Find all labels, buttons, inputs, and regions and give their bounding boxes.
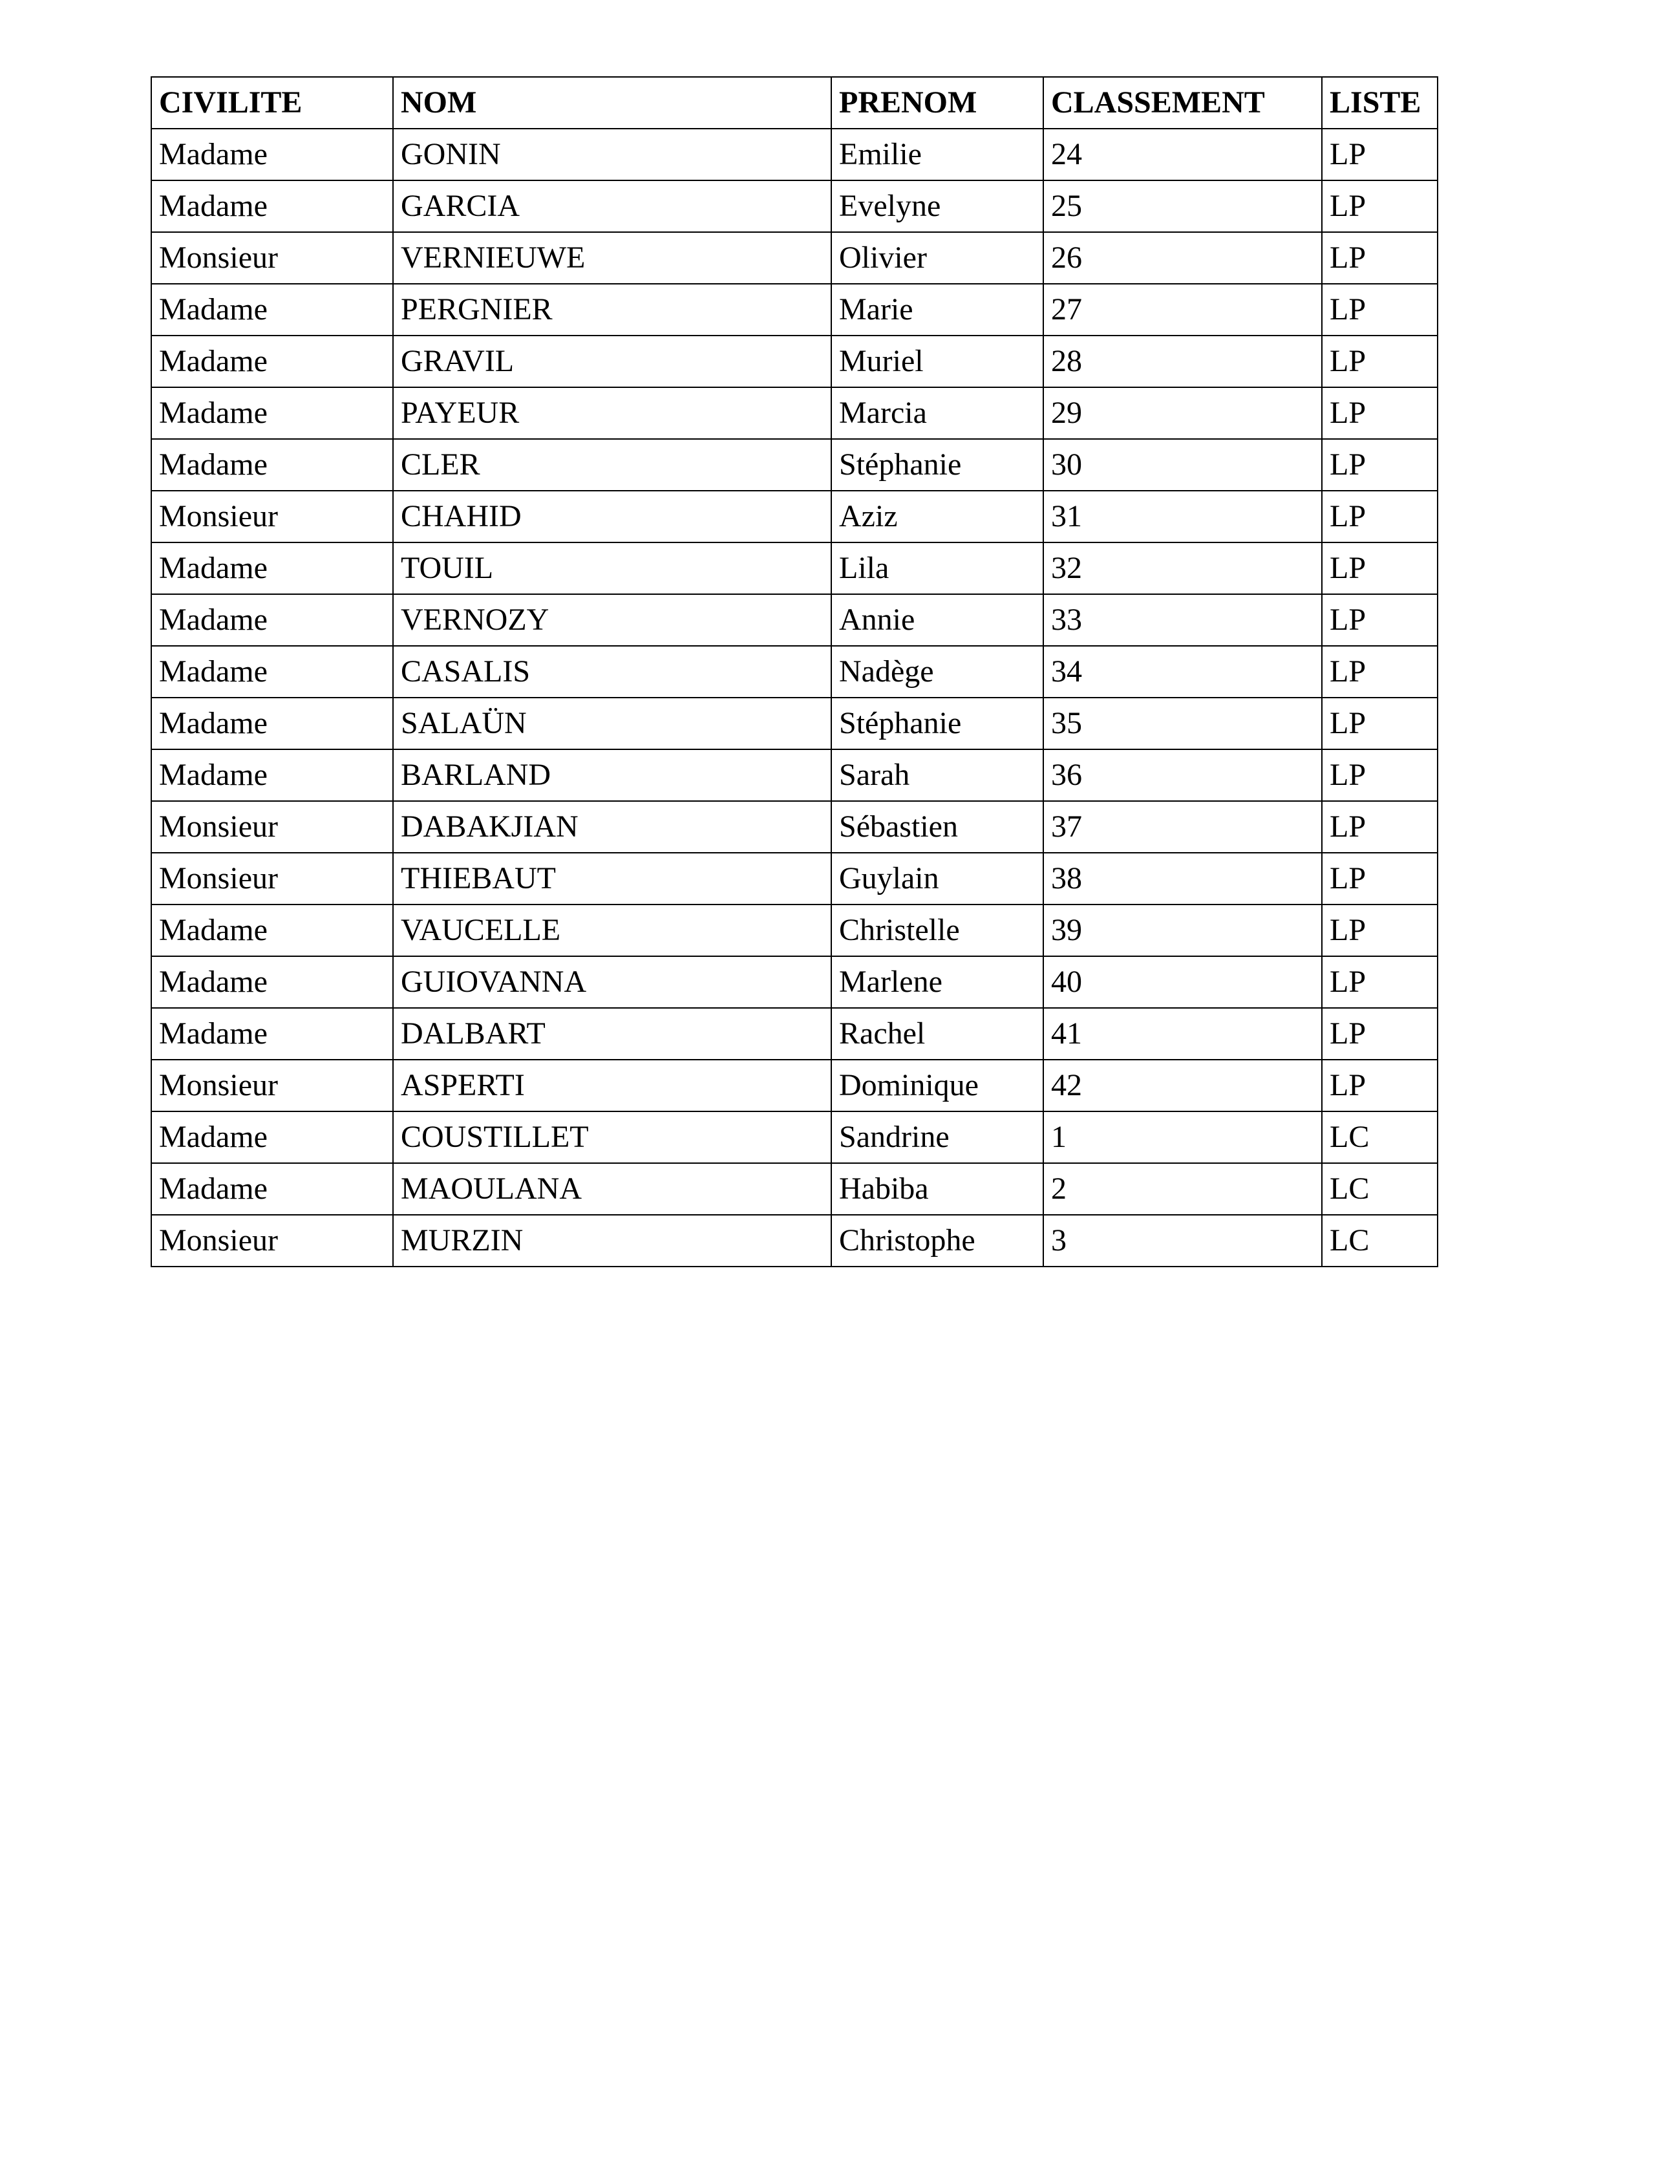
cell-classement: 28	[1043, 336, 1322, 387]
cell-civilite: Madame	[151, 698, 393, 749]
cell-nom: SALAÜN	[393, 698, 831, 749]
table-header-row	[151, 77, 1438, 129]
cell-prenom: Marcia	[831, 387, 1043, 439]
table-row	[151, 646, 1438, 698]
cell-civilite: Madame	[151, 594, 393, 646]
cell-liste: LP	[1322, 1008, 1438, 1060]
cell-classement: 37	[1043, 801, 1322, 853]
cell-liste: LP	[1322, 594, 1438, 646]
table-row	[151, 439, 1438, 491]
cell-liste: LP	[1322, 1060, 1438, 1111]
cell-prenom: Stéphanie	[831, 698, 1043, 749]
header-civilite: CIVILITE	[151, 77, 393, 129]
table-row	[151, 905, 1438, 956]
cell-prenom: Emilie	[831, 129, 1043, 180]
header-prenom: PRENOM	[831, 77, 1043, 129]
cell-civilite: Madame	[151, 1008, 393, 1060]
cell-nom: CASALIS	[393, 646, 831, 698]
cell-liste: LP	[1322, 749, 1438, 801]
cell-nom: BARLAND	[393, 749, 831, 801]
cell-civilite: Monsieur	[151, 232, 393, 284]
cell-prenom: Stéphanie	[831, 439, 1043, 491]
cell-nom: MAOULANA	[393, 1163, 831, 1215]
table-row	[151, 1163, 1438, 1215]
table-row	[151, 594, 1438, 646]
cell-civilite: Madame	[151, 387, 393, 439]
table-row	[151, 180, 1438, 232]
table-row	[151, 801, 1438, 853]
cell-prenom: Sébastien	[831, 801, 1043, 853]
cell-civilite: Madame	[151, 1163, 393, 1215]
cell-prenom: Habiba	[831, 1163, 1043, 1215]
cell-classement: 38	[1043, 853, 1322, 905]
cell-civilite: Madame	[151, 439, 393, 491]
cell-classement: 41	[1043, 1008, 1322, 1060]
table-row	[151, 232, 1438, 284]
table-row	[151, 853, 1438, 905]
cell-nom: GRAVIL	[393, 336, 831, 387]
cell-classement: 24	[1043, 129, 1322, 180]
cell-liste: LP	[1322, 956, 1438, 1008]
cell-classement: 36	[1043, 749, 1322, 801]
header-liste: LISTE	[1322, 77, 1438, 129]
cell-classement: 26	[1043, 232, 1322, 284]
cell-civilite: Madame	[151, 129, 393, 180]
cell-prenom: Sandrine	[831, 1111, 1043, 1163]
cell-nom: GONIN	[393, 129, 831, 180]
cell-prenom: Evelyne	[831, 180, 1043, 232]
cell-civilite: Madame	[151, 749, 393, 801]
cell-civilite: Monsieur	[151, 491, 393, 542]
cell-classement: 29	[1043, 387, 1322, 439]
cell-classement: 32	[1043, 542, 1322, 594]
cell-liste: LP	[1322, 439, 1438, 491]
cell-classement: 27	[1043, 284, 1322, 336]
cell-prenom: Nadège	[831, 646, 1043, 698]
cell-classement: 2	[1043, 1163, 1322, 1215]
cell-classement: 42	[1043, 1060, 1322, 1111]
table-row	[151, 956, 1438, 1008]
cell-nom: PERGNIER	[393, 284, 831, 336]
cell-nom: TOUIL	[393, 542, 831, 594]
cell-civilite: Madame	[151, 646, 393, 698]
cell-liste: LP	[1322, 284, 1438, 336]
cell-prenom: Aziz	[831, 491, 1043, 542]
cell-prenom: Olivier	[831, 232, 1043, 284]
table-body	[151, 129, 1438, 1267]
cell-civilite: Madame	[151, 336, 393, 387]
cell-liste: LP	[1322, 180, 1438, 232]
table-row	[151, 698, 1438, 749]
table-row	[151, 284, 1438, 336]
cell-classement: 40	[1043, 956, 1322, 1008]
cell-liste: LC	[1322, 1111, 1438, 1163]
cell-prenom: Lila	[831, 542, 1043, 594]
cell-classement: 30	[1043, 439, 1322, 491]
cell-liste: LP	[1322, 646, 1438, 698]
table-row	[151, 387, 1438, 439]
cell-liste: LP	[1322, 491, 1438, 542]
cell-nom: DABAKJIAN	[393, 801, 831, 853]
cell-civilite: Monsieur	[151, 853, 393, 905]
cell-nom: DALBART	[393, 1008, 831, 1060]
table-row	[151, 1215, 1438, 1267]
cell-liste: LP	[1322, 801, 1438, 853]
cell-liste: LC	[1322, 1215, 1438, 1267]
cell-liste: LP	[1322, 905, 1438, 956]
table-row	[151, 542, 1438, 594]
cell-civilite: Madame	[151, 284, 393, 336]
table-row	[151, 336, 1438, 387]
cell-prenom: Marie	[831, 284, 1043, 336]
cell-nom: MURZIN	[393, 1215, 831, 1267]
cell-liste: LP	[1322, 232, 1438, 284]
cell-civilite: Madame	[151, 180, 393, 232]
cell-nom: PAYEUR	[393, 387, 831, 439]
cell-prenom: Christelle	[831, 905, 1043, 956]
cell-civilite: Monsieur	[151, 801, 393, 853]
cell-liste: LP	[1322, 129, 1438, 180]
cell-classement: 34	[1043, 646, 1322, 698]
cell-nom: CLER	[393, 439, 831, 491]
cell-nom: ASPERTI	[393, 1060, 831, 1111]
table-row	[151, 749, 1438, 801]
cell-civilite: Madame	[151, 1111, 393, 1163]
cell-civilite: Madame	[151, 542, 393, 594]
cell-civilite: Monsieur	[151, 1215, 393, 1267]
cell-nom: VAUCELLE	[393, 905, 831, 956]
header-nom: NOM	[393, 77, 831, 129]
cell-nom: THIEBAUT	[393, 853, 831, 905]
cell-liste: LC	[1322, 1163, 1438, 1215]
cell-nom: VERNIEUWE	[393, 232, 831, 284]
cell-liste: LP	[1322, 853, 1438, 905]
cell-prenom: Rachel	[831, 1008, 1043, 1060]
cell-civilite: Madame	[151, 905, 393, 956]
cell-classement: 31	[1043, 491, 1322, 542]
cell-liste: LP	[1322, 387, 1438, 439]
cell-prenom: Dominique	[831, 1060, 1043, 1111]
cell-prenom: Marlene	[831, 956, 1043, 1008]
candidate-table	[151, 76, 1438, 1267]
cell-classement: 39	[1043, 905, 1322, 956]
cell-liste: LP	[1322, 336, 1438, 387]
cell-nom: GUIOVANNA	[393, 956, 831, 1008]
cell-classement: 1	[1043, 1111, 1322, 1163]
cell-prenom: Christophe	[831, 1215, 1043, 1267]
cell-classement: 33	[1043, 594, 1322, 646]
cell-nom: CHAHID	[393, 491, 831, 542]
cell-classement: 35	[1043, 698, 1322, 749]
cell-civilite: Madame	[151, 956, 393, 1008]
cell-classement: 25	[1043, 180, 1322, 232]
table-row	[151, 1008, 1438, 1060]
cell-liste: LP	[1322, 542, 1438, 594]
cell-nom: COUSTILLET	[393, 1111, 831, 1163]
cell-liste: LP	[1322, 698, 1438, 749]
cell-nom: GARCIA	[393, 180, 831, 232]
cell-prenom: Guylain	[831, 853, 1043, 905]
table-row	[151, 1060, 1438, 1111]
table-row	[151, 491, 1438, 542]
table-row	[151, 129, 1438, 180]
header-classement: CLASSEMENT	[1043, 77, 1322, 129]
cell-prenom: Sarah	[831, 749, 1043, 801]
cell-nom: VERNOZY	[393, 594, 831, 646]
cell-prenom: Muriel	[831, 336, 1043, 387]
cell-civilite: Monsieur	[151, 1060, 393, 1111]
table-row	[151, 1111, 1438, 1163]
cell-classement: 3	[1043, 1215, 1322, 1267]
cell-prenom: Annie	[831, 594, 1043, 646]
